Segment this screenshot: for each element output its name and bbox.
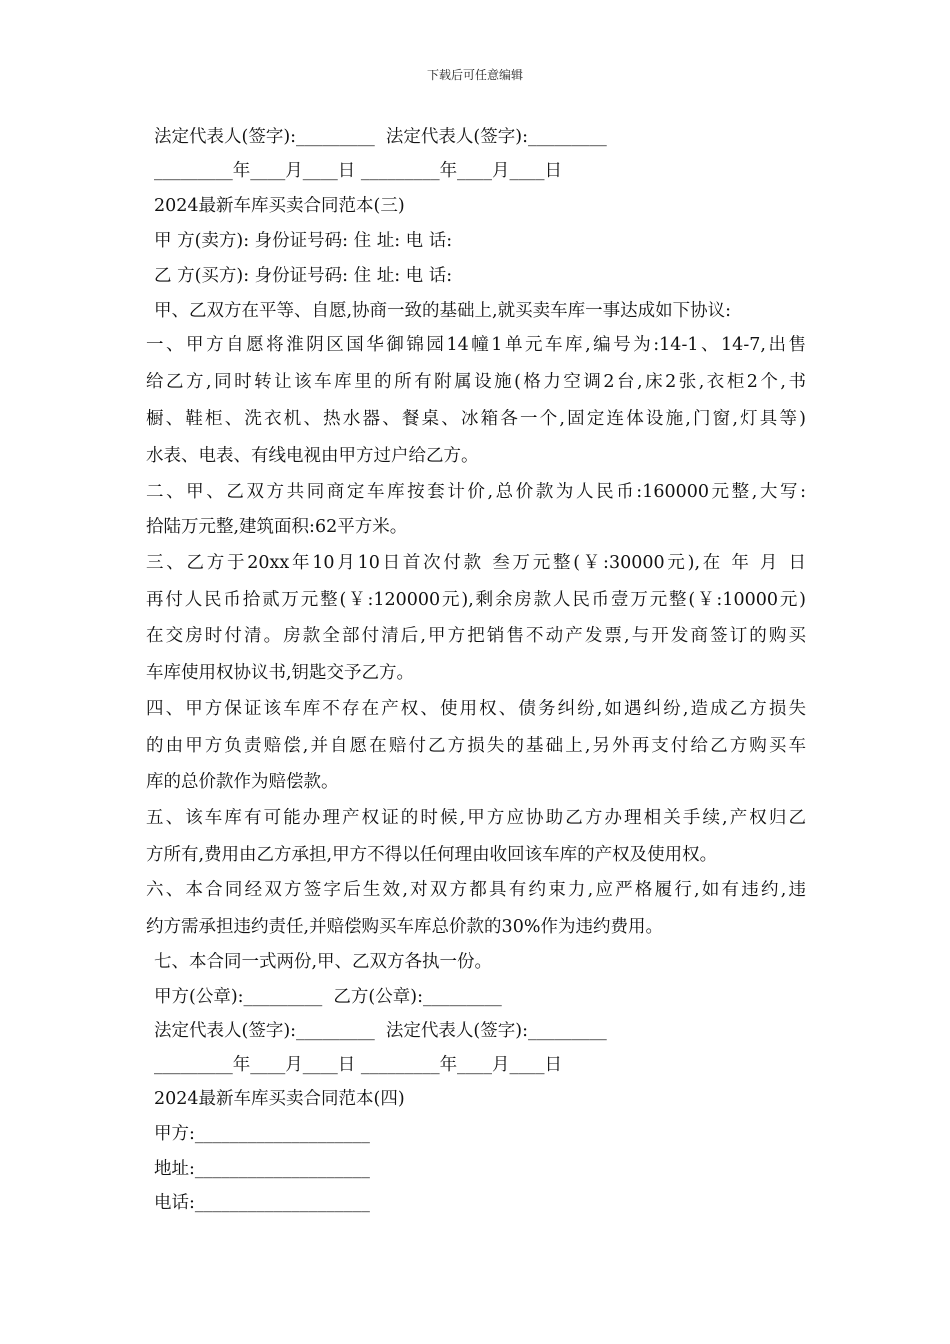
address-field: 地址:____________________ xyxy=(154,1159,370,1179)
seal-line: 甲方(公章):_________ 乙方(公章):_________ xyxy=(154,987,502,1007)
date-line: _________年____月____日 _________年____月____日 xyxy=(154,161,563,181)
clause-3-line: 再付人民币拾贰万元整(￥:120000元),剩余房款人民币壹万元整(￥:10000元) xyxy=(146,590,806,610)
clause-3-line: 三、乙方于20xx年10月10日首次付款 叁万元整(￥:30000元),在 年 月 日 xyxy=(146,553,806,573)
signature-line: 法定代表人(签字):_________ 法定代表人(签字):_________ xyxy=(154,127,607,147)
clause-4-line: 库的总价款作为赔偿款。 xyxy=(146,772,339,792)
clause-2-line: 二、甲、乙双方共同商定车库按套计价,总价款为人民币:160000元整,大写: xyxy=(146,482,806,502)
clause-1-line: 橱、鞋柜、洗衣机、热水器、餐桌、冰箱各一个,固定连体设施,门窗,灯具等) xyxy=(146,409,806,429)
signature-line: 法定代表人(签字):_________ 法定代表人(签字):_________ xyxy=(154,1021,607,1041)
page-header: 下载后可任意编辑 xyxy=(426,68,523,82)
clause-1-line: 给乙方,同时转让该车库里的所有附属设施(格力空调2台,床2张,衣柜2个,书 xyxy=(146,372,806,392)
clause-1-line: 一、甲方自愿将淮阴区国华御锦园14幢1单元车库,编号为:14-1、14-7,出售 xyxy=(146,335,806,355)
section-title: 2024最新车库买卖合同范本(三) xyxy=(154,196,405,216)
clause-1-line: 水表、电表、有线电视由甲方过户给乙方。 xyxy=(146,446,479,466)
clause-2-line: 拾陆万元整,建筑面积:62平方米。 xyxy=(146,517,408,537)
clause-6-line: 约方需承担违约责任,并赔偿购买车库总价款的30%作为违约费用。 xyxy=(146,917,663,937)
preamble: 甲、乙双方在平等、自愿,协商一致的基础上,就买卖车库一事达成如下协议: xyxy=(154,301,732,321)
clause-5-line: 方所有,费用由乙方承担,甲方不得以任何理由收回该车库的产权及使用权。 xyxy=(146,845,718,865)
party-b-line: 乙 方(买方): 身份证号码: 住 址: 电 话: xyxy=(154,266,453,286)
party-a-field: 甲方:____________________ xyxy=(154,1124,370,1144)
date-line: _________年____月____日 _________年____月____日 xyxy=(154,1055,563,1075)
clause-4-line: 四、甲方保证该车库不存在产权、使用权、债务纠纷,如遇纠纷,造成乙方损失 xyxy=(146,699,806,719)
party-a-line: 甲 方(卖方): 身份证号码: 住 址: 电 话: xyxy=(154,231,453,251)
clause-6-line: 六、本合同经双方签字后生效,对双方都具有约束力,应严格履行,如有违约,违 xyxy=(146,880,806,900)
clause-5-line: 五、该车库有可能办理产权证的时候,甲方应协助乙方办理相关手续,产权归乙 xyxy=(146,808,806,828)
clause-3-line: 在交房时付清。房款全部付清后,甲方把销售不动产发票,与开发商签订的购买 xyxy=(146,626,806,646)
clause-7-line: 七、本合同一式两份,甲、乙双方各执一份。 xyxy=(154,952,493,972)
phone-field: 电话:____________________ xyxy=(154,1193,370,1213)
clause-3-line: 车库使用权协议书,钥匙交予乙方。 xyxy=(146,663,415,683)
clause-4-line: 的由甲方负责赔偿,并自愿在赔付乙方损失的基础上,另外再支付给乙方购买车 xyxy=(146,736,806,756)
section-title: 2024最新车库买卖合同范本(四) xyxy=(154,1089,405,1109)
